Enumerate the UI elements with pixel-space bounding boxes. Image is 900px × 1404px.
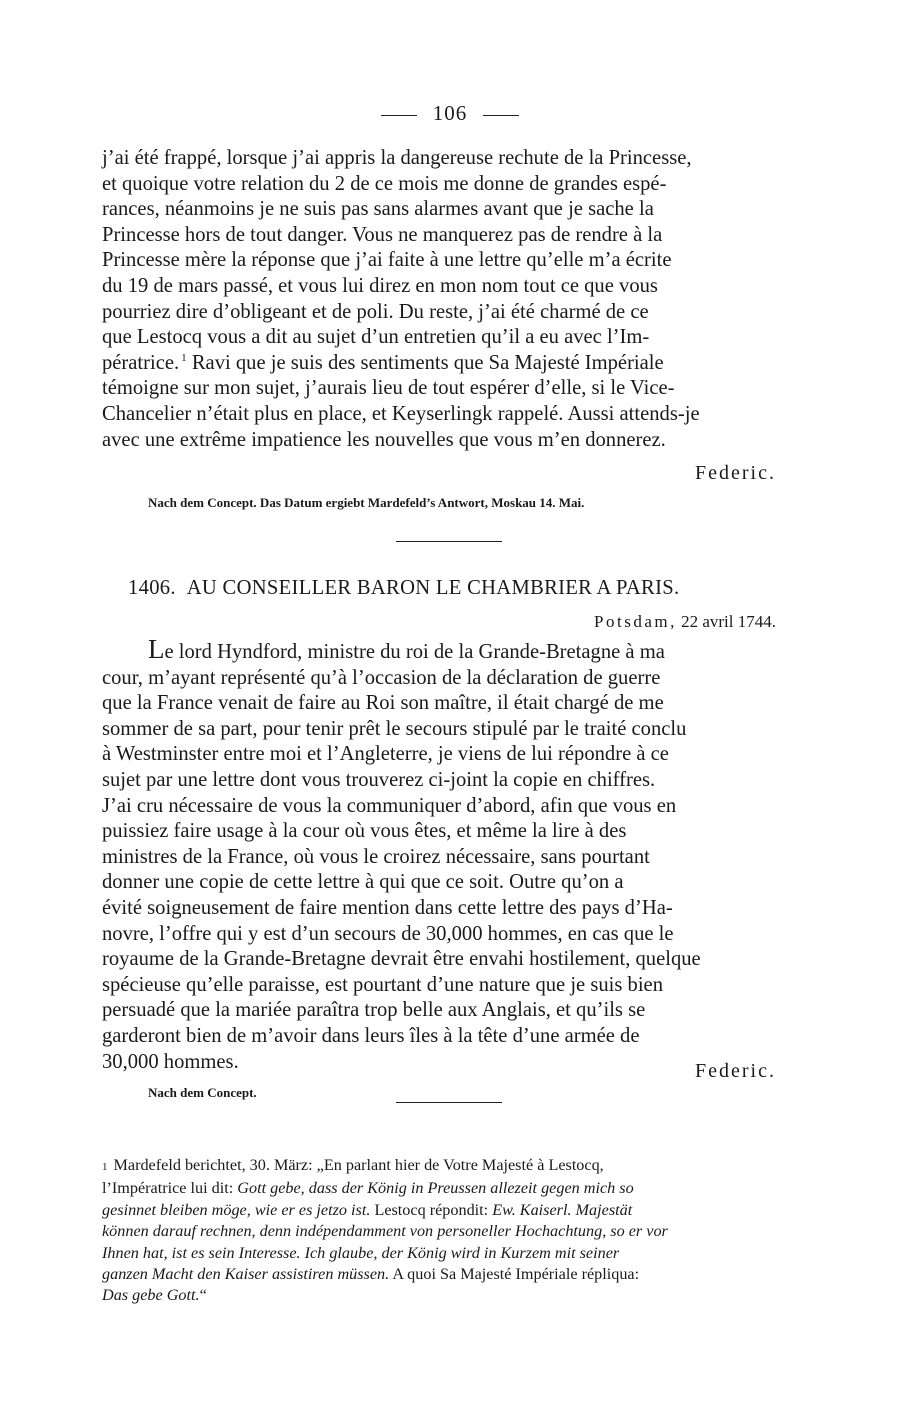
letter-recipient: AU CONSEILLER BARON LE CHAMBRIER A PARIS. — [186, 577, 680, 599]
footnote-text: l’Impératrice lui dit: — [102, 1179, 238, 1198]
footnote-line — [102, 1285, 800, 1306]
footnote-marker[interactable]: 1 — [181, 351, 187, 364]
footnote-text: A quoi Sa Majesté Impériale répliqua: — [389, 1265, 640, 1284]
letter-2-signature: Federic. — [695, 1060, 776, 1082]
letter-2-line: 30,000 hommes. — [102, 1050, 239, 1073]
header-dash-left — [381, 115, 417, 116]
letter-1-body — [102, 146, 800, 453]
footnote-quote: Das gebe Gott. — [102, 1286, 200, 1305]
letter-2-line: J’ai cru nécessaire de vous la communiquer d’abord, afin que vous en — [102, 794, 677, 817]
footnote-line — [102, 1200, 800, 1221]
letter-1-line: Chancelier n’était plus en place, et Keyserlingk rappelé. Aussi attends-je — [102, 402, 700, 425]
letter-1-source-note: Nach dem Concept. Das Datum ergiebt Mardefeld’s Antwort, Moskau 14. Mai. — [148, 495, 585, 510]
letter-1-line — [102, 351, 800, 377]
footnote-quote: Ew. Kaiserl. Majestät — [492, 1200, 633, 1219]
section-divider — [396, 541, 502, 542]
letter-1-line: rances, néanmoins je ne suis pas sans alarmes avant que je sache la — [102, 198, 654, 221]
letter-2-dateline — [594, 612, 776, 632]
line-text: pératrice. — [102, 351, 180, 374]
letter-2-line: ministres de la France, où vous le croirez nécessaire, sans pourtant — [102, 845, 650, 868]
letter-2-source-note: Nach dem Concept. — [148, 1085, 257, 1100]
footnote-divider — [396, 1102, 502, 1103]
letter-1-line: Princesse hors de tout danger. Vous ne manquerez pas de rendre à la — [102, 223, 663, 246]
header-dash-right — [483, 115, 519, 116]
footnote-line — [102, 1221, 800, 1242]
footnote-quote: können darauf rechnen, denn indépendamment von personeller Hochachtung, so er vor — [102, 1222, 668, 1241]
footnote-quote: Gott gebe, dass der König in Preussen allezeit gegen mich so — [237, 1179, 634, 1198]
date-value: 22 avril 1744. — [681, 612, 776, 631]
line-text: Ravi que je suis des sentiments que Sa Majesté Impériale — [186, 351, 664, 374]
letter-1-line: avec une extrême impatience les nouvelles que vous m’en donnerez. — [102, 428, 666, 451]
footnote-text: Lestocq répondit: — [370, 1200, 493, 1219]
letter-1-signature: Federic. — [695, 462, 776, 484]
footnote-quote: ganzen Macht den Kaiser assistiren müssen. — [102, 1265, 390, 1284]
letter-1-line: et quoique votre relation du 2 de ce mois me donne de grandes espé- — [102, 172, 667, 195]
line-text: e lord Hyndford, ministre du roi de la Grande-Bretagne à ma — [164, 641, 665, 663]
letter-2-line: garderont bien de m’avoir dans leurs îles à la tête d’une armée de — [102, 1024, 640, 1047]
footnote-quote: gesinnet bleiben möge, wie er es jetzo ist. — [102, 1200, 371, 1219]
date-place: Potsdam, — [594, 612, 677, 631]
footnote-line — [102, 1155, 800, 1178]
letter-2-line: spécieuse qu’elle paraisse, est pourtant d’une nature que je suis bien — [102, 973, 663, 996]
letter-2-line: que la France venait de faire au Roi son maître, il était chargé de me — [102, 692, 664, 715]
page-number: 106 — [432, 101, 468, 125]
letter-2-line: à Westminster entre moi et l’Angleterre, je viens de lui répondre à ce — [102, 743, 669, 766]
letter-2-line: sujet par une lettre dont vous trouverez ci-joint la copie en chiffres. — [102, 768, 656, 791]
footnote-number: 1 — [102, 1161, 108, 1173]
letter-2-heading — [128, 577, 679, 600]
footnote-text: “ — [199, 1286, 207, 1305]
footnote-line — [102, 1243, 800, 1264]
letter-1-line: j’ai été frappé, lorsque j’ai appris la dangereuse rechute de la Princesse, — [102, 147, 692, 169]
letter-2-line: cour, m’ayant représenté qu’à l’occasion de la déclaration de guerre — [102, 666, 661, 689]
letter-2-line: puissiez faire usage à la cour où vous êtes, et même la lire à des — [102, 820, 627, 843]
letter-2-line — [102, 634, 800, 666]
letter-1-line: que Lestocq vous a dit au sujet d’un entretien qu’il a eu avec l’Im- — [102, 326, 650, 349]
letter-2-line: évité soigneusement de faire mention dans cette lettre des pays d’Ha- — [102, 896, 673, 919]
letter-2-line: novre, l’offre qui y est d’un secours de 30,000 hommes, en cas que le — [102, 922, 674, 945]
footnote-quote: Ihnen hat, ist es sein Interesse. Ich glaube, der König wird in Kurzem mit seiner — [102, 1243, 620, 1262]
letter-1-line: pourriez dire d’obligeant et de poli. Du reste, j’ai été charmé de ce — [102, 300, 649, 323]
footnote — [102, 1155, 800, 1307]
drop-initial: L — [148, 634, 165, 664]
letter-2-line: donner une copie de cette lettre à qui que ce soit. Outre qu’on a — [102, 871, 624, 894]
footnote-text: Mardefeld berichtet, 30. März: „En parlant hier de Votre Majesté à Lestocq, — [113, 1156, 604, 1174]
letter-2-line: persuadé que la mariée paraîtra trop belle aux Anglais, et qu’ils se — [102, 999, 646, 1022]
letter-number: 1406. — [128, 577, 176, 599]
letter-2-line: sommer de sa part, pour tenir prêt le secours stipulé par le traité conclu — [102, 717, 687, 740]
letter-1-line: du 19 de mars passé, et vous lui direz en mon nom tout ce que vous — [102, 274, 658, 297]
footnote-line — [102, 1264, 800, 1285]
page-header — [0, 101, 900, 126]
letter-1-line: témoigne sur mon sujet, j’aurais lieu de tout espérer d’elle, si le Vice- — [102, 377, 675, 400]
letter-1-line: Princesse mère la réponse que j’ai faite à une lettre qu’elle m’a écrite — [102, 249, 672, 272]
letter-2-body — [102, 634, 800, 1075]
letter-2-line: royaume de la Grande-Bretagne devrait être envahi hostilement, quelque — [102, 948, 701, 971]
footnote-line — [102, 1178, 800, 1199]
